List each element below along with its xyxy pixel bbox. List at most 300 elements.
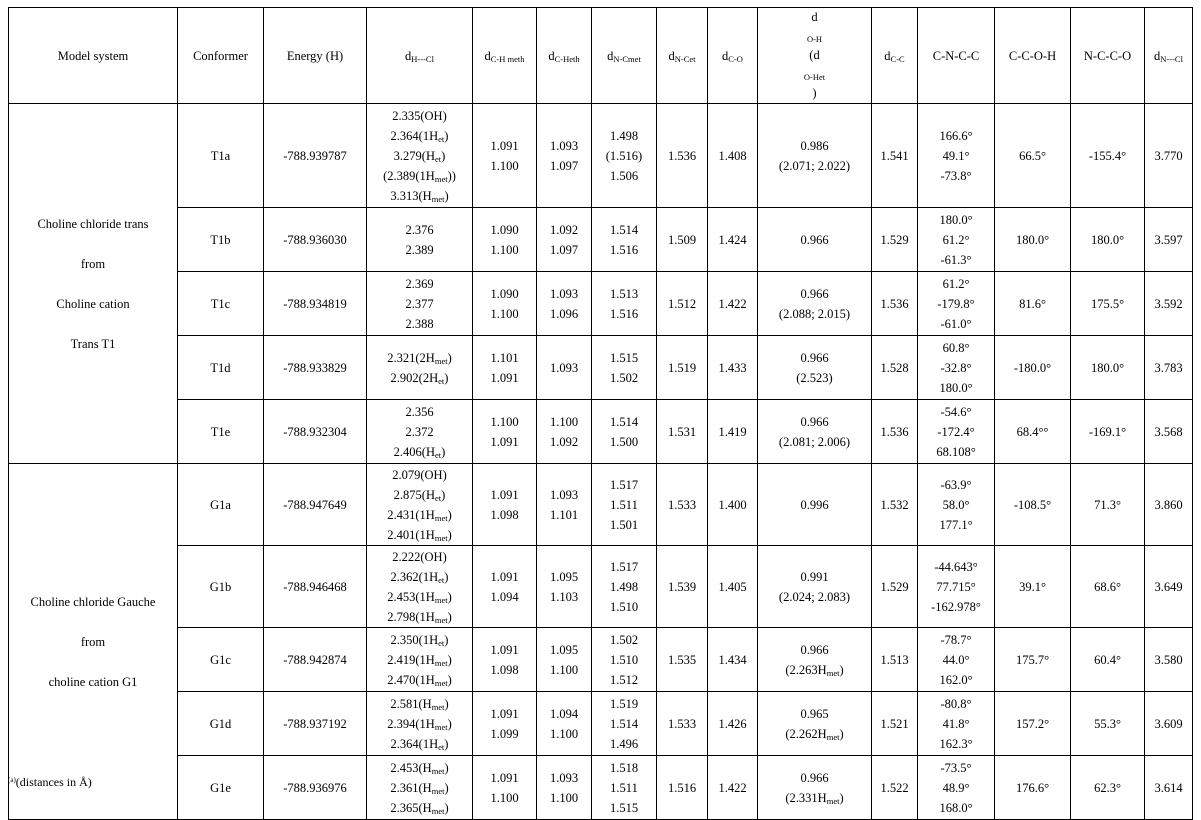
cncc-cell [918,272,995,336]
dCHmeth-cell [473,546,537,628]
dCC-cell: 1.529 [872,546,918,628]
header-d-ch-meth: $d_{C-H meth}$ [473,8,537,104]
energy-cell: -788.933829 [264,336,367,400]
dHCl-cell [367,208,473,272]
value-line: 1.093 [549,138,579,153]
value-line: 2.377 [405,296,434,311]
value-line: 1.092 [549,222,579,237]
value-line: 1.090 [490,222,519,237]
cncc-cell [918,400,995,464]
dHCl-cell [367,756,473,820]
value-line: $2.394(1H_{met})$ [387,716,452,732]
value-line: 1.100 [490,790,519,805]
value-line: 0.986 [800,138,829,153]
dNCl-cell: 3.783 [1145,336,1193,400]
value-line: 162.0° [939,672,973,687]
dNCmet-cell [592,464,657,546]
value-line: 166.6° [939,128,973,143]
value-line: $2.362(1H_{et})$ [390,569,449,585]
model-system-line: Trans T1 [70,336,116,351]
value-line: 0.966 [800,286,829,301]
table-row [9,464,1193,546]
value-line: $2.470(1H_{met})$ [387,672,452,688]
value-line: 1.517 [609,477,639,492]
value-line: -44.643° [934,559,978,574]
header-energy: Energy (H) [264,8,367,104]
cncc-cell [918,628,995,692]
dOH-cell: 0.966 [758,208,872,272]
value-line: 1.498 [609,579,639,594]
dNCet-cell: 1.535 [657,628,708,692]
dNCmet-cell [592,400,657,464]
value-line: 1.502 [609,370,639,385]
dCHeth-cell [537,546,592,628]
dCO-cell: 1.433 [708,336,758,400]
dNCl-cell: 3.614 [1145,756,1193,820]
dNCmet-cell [592,104,657,208]
value-line: 1.096 [549,306,579,321]
dCHmeth-cell [473,756,537,820]
value-line: 1.498 [609,128,639,143]
dCHmeth-cell [473,400,537,464]
ncco-cell: -155.4° [1071,104,1145,208]
value-line: -63.9° [940,477,972,492]
dCHeth-cell [537,692,592,756]
value-line: 2.389 [405,242,434,257]
dOH-cell: 0.996 [758,464,872,546]
dNCet-cell: 1.531 [657,400,708,464]
value-line: $2.902(2H_{et})$ [390,370,449,386]
conformer-cell: T1c [178,272,264,336]
dCHeth-cell: 1.093 [537,336,592,400]
table-row [9,400,1193,464]
dCHeth-cell [537,400,592,464]
value-line: 1.092 [549,434,579,449]
value-line: 1.101 [490,350,519,365]
dNCl-cell: 3.609 [1145,692,1193,756]
ccoh-cell: 66.5° [995,104,1071,208]
value-line: 1.100 [549,662,579,677]
dCO-cell: 1.434 [708,628,758,692]
header-d-c-o: $d_{C-O}$ [708,8,758,104]
energy-cell: -788.932304 [264,400,367,464]
conformer-cell: G1c [178,628,264,692]
dCHmeth-cell [473,628,537,692]
value-line: 1.519 [609,696,639,711]
dNCmet-cell [592,756,657,820]
value-line: 1.097 [549,158,579,173]
table-row [9,546,1193,628]
dCC-cell: 1.529 [872,208,918,272]
value-line: (1.516) [605,148,643,163]
dCC-cell: 1.513 [872,628,918,692]
value-line: $2.406(H_{et})$ [393,444,446,460]
value-line: 1.100 [490,414,519,429]
cncc-cell [918,692,995,756]
value-line: (2.024; 2.083) [778,589,851,604]
header-model-system: Model system [9,8,178,104]
ncco-cell: 71.3° [1071,464,1145,546]
value-line: 77.715° [936,579,976,594]
table-row [9,104,1193,208]
value-line: -61.0° [940,316,972,331]
value-line: 1.095 [549,569,579,584]
value-line: 1.101 [549,507,579,522]
value-line: (2.523) [796,370,833,385]
dNCet-cell: 1.519 [657,336,708,400]
value-line: 1.091 [490,487,519,502]
conformer-cell: G1a [178,464,264,546]
dCHeth-cell [537,628,592,692]
dCO-cell: 1.422 [708,272,758,336]
value-line: 68.108° [936,444,976,459]
value-line: $2.364(1H_{et})$ [390,736,449,752]
model-system-line: from [80,256,106,271]
value-line: (2.081; 2.006) [778,434,851,449]
ncco-cell: 62.3° [1071,756,1145,820]
value-line: $3.313(H_{met})$ [390,188,449,204]
value-line: 2.335(OH) [392,108,447,123]
table-row [9,272,1193,336]
value-line: 1.518 [609,760,639,775]
value-line: 1.100 [549,726,579,741]
cncc-cell [918,208,995,272]
value-line: 1.097 [549,242,579,257]
dOH-cell [758,336,872,400]
dNCl-cell: 3.860 [1145,464,1193,546]
value-line: 1.099 [490,726,519,741]
header-d-n-cmet: $d_{N-Cmet}$ [592,8,657,104]
dOH-cell [758,692,872,756]
value-line: $(2.331H_{met})$ [785,790,844,806]
ccoh-cell: 81.6° [995,272,1071,336]
header-d-n-cet: $d_{N-Cet}$ [657,8,708,104]
cncc-cell [918,546,995,628]
dNCl-cell: 3.770 [1145,104,1193,208]
value-line: $2.431(1H_{met})$ [387,507,452,523]
value-line: 1.502 [609,632,639,647]
value-line: 0.965 [800,706,829,721]
value-line: $3.279(H_{et})$ [393,148,446,164]
dHCl-cell [367,464,473,546]
value-line: 1.093 [549,770,579,785]
value-line: 1.515 [609,350,639,365]
value-line: -32.8° [940,360,972,375]
model-system-cell [9,464,178,820]
value-line: 2.079(OH) [392,467,447,482]
value-line: $2.453(H_{met})$ [390,760,449,776]
value-line: 1.091 [490,642,519,657]
ncco-cell: -169.1° [1071,400,1145,464]
dCO-cell: 1.400 [708,464,758,546]
dOH-cell [758,272,872,336]
header-d-h-cl: $d_{H---Cl}$ [367,8,473,104]
dNCmet-cell [592,628,657,692]
value-line: $2.321(2H_{met})$ [387,350,452,366]
ncco-cell: 55.3° [1071,692,1145,756]
value-line: 1.100 [490,306,519,321]
value-line: 180.0° [939,212,973,227]
value-line: $2.365(H_{met})$ [390,800,449,816]
value-line: 2.356 [405,404,434,419]
dCO-cell: 1.424 [708,208,758,272]
dNCmet-cell [592,272,657,336]
value-line: -73.5° [940,760,972,775]
value-line: 1.100 [549,414,579,429]
value-line: 1.103 [549,589,579,604]
conformer-cell: T1b [178,208,264,272]
value-line: 168.0° [939,800,973,815]
value-line: 1.514 [609,716,639,731]
ncco-cell: 175.5° [1071,272,1145,336]
value-line: -80.8° [940,696,972,711]
value-line: (2.088; 2.015) [778,306,851,321]
dHCl-cell [367,104,473,208]
value-line: 1.098 [490,662,519,677]
dNCet-cell: 1.533 [657,692,708,756]
value-line: 1.091 [490,370,519,385]
dCHmeth-cell [473,208,537,272]
value-line: 1.510 [609,652,639,667]
dCHmeth-cell [473,692,537,756]
conformer-cell: G1e [178,756,264,820]
ccoh-cell: 157.2° [995,692,1071,756]
value-line: 1.516 [609,242,639,257]
value-line: 2.222(OH) [392,549,447,564]
value-line: 180.0° [939,380,973,395]
value-line: $2.364(1H_{et})$ [390,128,449,144]
dHCl-cell [367,336,473,400]
table-row [9,756,1193,820]
dCHmeth-cell [473,464,537,546]
value-line: 0.966 [800,414,829,429]
value-line: 1.100 [490,158,519,173]
table-row [9,208,1193,272]
value-line: $(2.389(1H_{met}))$ [383,168,456,184]
value-line: 2.376 [405,222,434,237]
value-line: 0.966 [800,770,829,785]
value-line: 1.506 [609,168,639,183]
header-c-n-c-c: C-N-C-C [918,8,995,104]
energy-cell: -788.937192 [264,692,367,756]
dCHmeth-cell [473,104,537,208]
value-line: 1.094 [549,706,579,721]
dCC-cell: 1.528 [872,336,918,400]
header-row [9,8,1193,104]
dOH-cell [758,756,872,820]
ccoh-cell: -108.5° [995,464,1071,546]
dNCl-cell: 3.597 [1145,208,1193,272]
model-system-line: Choline chloride Gauche [30,594,156,609]
value-line: 1.093 [549,487,579,502]
value-line: 61.2° [942,276,970,291]
header-d-ch-eth: $d_{C-Heth}$ [537,8,592,104]
dNCl-cell: 3.649 [1145,546,1193,628]
cncc-cell [918,104,995,208]
conformer-cell: T1d [178,336,264,400]
value-line: 2.369 [405,276,434,291]
value-line: -179.8° [937,296,975,311]
dCHeth-cell [537,756,592,820]
value-line: 1.513 [609,286,639,301]
header-c-c-o-h: C-C-O-H [995,8,1071,104]
conformer-cell: T1e [178,400,264,464]
model-system-line: from [80,634,106,649]
table-body [9,104,1193,820]
value-line: -54.6° [940,404,972,419]
dOH-cell [758,400,872,464]
dCHmeth-cell [473,336,537,400]
value-line: 44.0° [942,652,970,667]
conformer-cell: G1d [178,692,264,756]
ccoh-cell: 175.7° [995,628,1071,692]
value-line: $2.361(H_{met})$ [390,780,449,796]
choline-chloride-conformer-table [8,7,1193,820]
dCC-cell: 1.522 [872,756,918,820]
dNCet-cell: 1.509 [657,208,708,272]
dCC-cell: 1.532 [872,464,918,546]
ccoh-cell: 176.6° [995,756,1071,820]
value-line: $2.798(1H_{met})$ [387,609,452,625]
ncco-cell: 180.0° [1071,208,1145,272]
value-line: 1.091 [490,434,519,449]
dNCl-cell: 3.580 [1145,628,1193,692]
value-line: 41.8° [942,716,970,731]
value-line: 61.2° [942,232,970,247]
table-row [9,692,1193,756]
ncco-cell: 180.0° [1071,336,1145,400]
model-system-line: Choline chloride trans [37,216,149,231]
dHCl-cell [367,400,473,464]
value-line: 1.511 [610,497,638,512]
dCHeth-cell [537,208,592,272]
value-line: 2.388 [405,316,434,331]
value-line: 1.091 [490,138,519,153]
ccoh-cell: 68.4°° [995,400,1071,464]
energy-cell: -788.946468 [264,546,367,628]
model-system-line: Choline cation [56,296,130,311]
energy-cell: -788.936030 [264,208,367,272]
dNCl-cell: 3.568 [1145,400,1193,464]
value-line: $(2.262H_{met})$ [785,726,844,742]
value-line: -78.7° [940,632,972,647]
value-line: 1.091 [490,706,519,721]
dOH-cell [758,628,872,692]
value-line: 1.501 [609,517,639,532]
value-line: -73.8° [940,168,972,183]
dNCet-cell: 1.533 [657,464,708,546]
footnote: $^{(a)}$(distances in Å) [8,775,92,789]
dNCet-cell: 1.536 [657,104,708,208]
conformer-cell: G1b [178,546,264,628]
dNCmet-cell [592,208,657,272]
energy-cell: -788.947649 [264,464,367,546]
value-line: $2.350(1H_{et})$ [390,632,449,648]
dHCl-cell [367,628,473,692]
value-line: 1.517 [609,559,639,574]
value-line: (2.071; 2.022) [778,158,851,173]
conformer-cell: T1a [178,104,264,208]
header-d-o-h: d $_{O-H}$ (d $_{O-Het}$ ) [758,8,872,104]
dCC-cell: 1.521 [872,692,918,756]
dOH-cell [758,546,872,628]
cncc-cell [918,464,995,546]
value-line: 1.095 [549,642,579,657]
value-line: 1.511 [610,780,638,795]
dCO-cell: 1.408 [708,104,758,208]
dOH-cell [758,104,872,208]
value-line: 58.0° [942,497,970,512]
table-row [9,336,1193,400]
value-line: 177.1° [939,517,973,532]
value-line: 2.372 [405,424,434,439]
value-line: 0.966 [800,350,829,365]
table-row [9,628,1193,692]
value-line: 1.514 [609,414,639,429]
dCO-cell: 1.426 [708,692,758,756]
ncco-cell: 60.4° [1071,628,1145,692]
header-d-c-c: $d_{C-C}$ [872,8,918,104]
dHCl-cell [367,692,473,756]
dCO-cell: 1.422 [708,756,758,820]
dNCmet-cell [592,692,657,756]
dCHmeth-cell [473,272,537,336]
value-line: 1.100 [490,242,519,257]
energy-cell: -788.939787 [264,104,367,208]
cncc-cell [918,336,995,400]
dCHeth-cell [537,104,592,208]
value-line: 48.9° [942,780,970,795]
value-line: $2.875(H_{et})$ [393,487,446,503]
ccoh-cell: 180.0° [995,208,1071,272]
dCHeth-cell [537,464,592,546]
value-line: 1.500 [609,434,639,449]
ccoh-cell: -180.0° [995,336,1071,400]
dCO-cell: 1.405 [708,546,758,628]
dNCet-cell: 1.512 [657,272,708,336]
value-line: $(2.263H_{met})$ [785,662,844,678]
dHCl-cell [367,546,473,628]
value-line: 1.515 [609,800,639,815]
ncco-cell: 68.6° [1071,546,1145,628]
value-line: -172.4° [937,424,975,439]
value-line: 162.3° [939,736,973,751]
value-line: 1.098 [490,507,519,522]
dCC-cell: 1.536 [872,272,918,336]
dHCl-cell [367,272,473,336]
value-line: 1.093 [549,286,579,301]
value-line: $2.581(H_{met})$ [390,696,449,712]
energy-cell: -788.934819 [264,272,367,336]
model-system-line: choline cation G1 [48,674,138,689]
model-system-cell [9,104,178,464]
dCHeth-cell [537,272,592,336]
dCO-cell: 1.419 [708,400,758,464]
dNCet-cell: 1.516 [657,756,708,820]
cncc-cell [918,756,995,820]
header-conformer: Conformer [178,8,264,104]
value-line: 1.496 [609,736,639,751]
value-line: 1.100 [549,790,579,805]
value-line: -162.978° [931,599,981,614]
value-line: 1.094 [490,589,519,604]
value-line: 1.510 [609,599,639,614]
header-n-c-c-o: N-C-C-O [1071,8,1145,104]
value-line: 1.516 [609,306,639,321]
value-line: 60.8° [942,340,970,355]
value-line: $2.453(1H_{met})$ [387,589,452,605]
value-line: -61.3° [940,252,972,267]
